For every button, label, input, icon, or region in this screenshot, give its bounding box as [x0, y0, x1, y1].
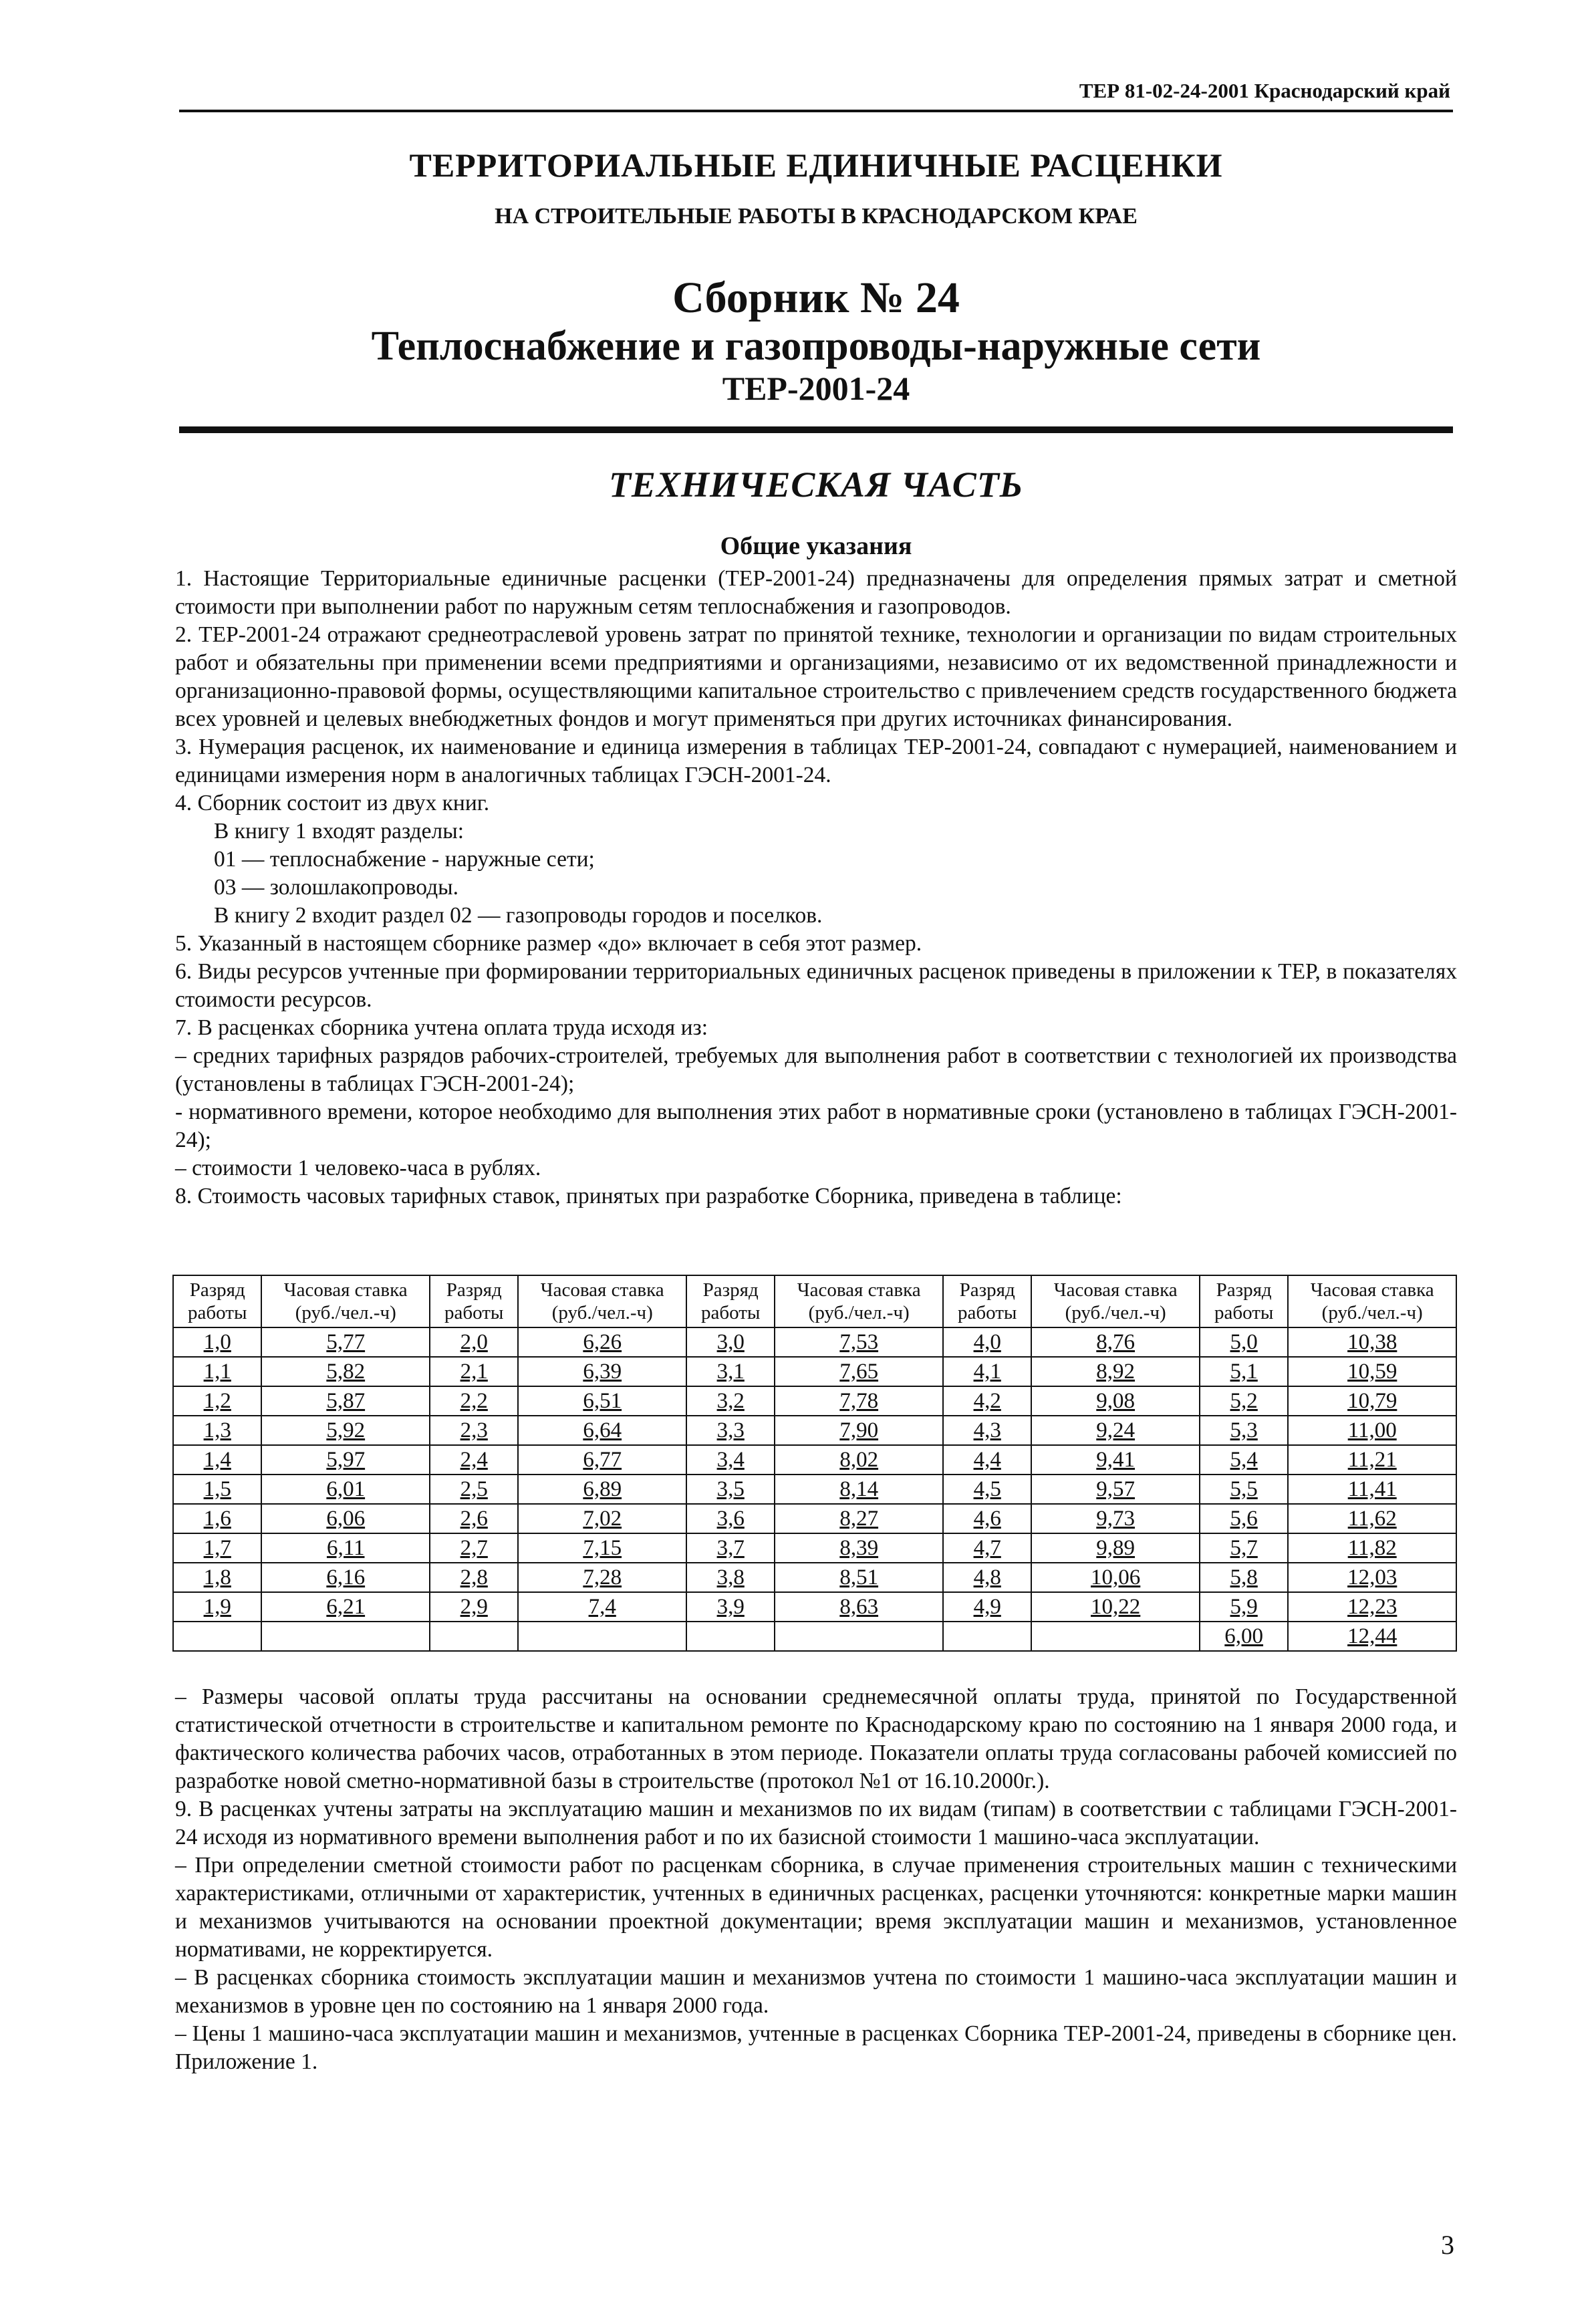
collection-title: Сборник № 24 [672, 273, 960, 322]
column-header-rate: Часовая ставка (руб./чел.-ч) [518, 1275, 686, 1327]
column-header-rate: Часовая ставка (руб./чел.-ч) [261, 1275, 430, 1327]
rank-cell [173, 1622, 261, 1651]
rate-cell: 8,39 [775, 1533, 943, 1563]
rate-cell: 7,15 [518, 1533, 686, 1563]
rank-cell: 1,6 [173, 1504, 261, 1533]
rate-cell [1031, 1622, 1200, 1651]
rank-cell: 2,3 [430, 1416, 518, 1445]
rank-cell: 1,7 [173, 1533, 261, 1563]
general-instructions-text [175, 565, 1457, 1210]
rank-cell: 1,9 [173, 1592, 261, 1622]
rank-cell: 3,2 [686, 1386, 775, 1416]
rate-cell: 6,77 [518, 1445, 686, 1475]
rank-cell: 4,7 [943, 1533, 1031, 1563]
table-body [173, 1327, 1456, 1651]
rank-cell: 1,3 [173, 1416, 261, 1445]
rank-cell: 5,0 [1200, 1327, 1288, 1357]
paragraph: 6. Виды ресурсов учтенные при формировании территориальных единичных расценок приведены в приложении к ТЕР, в показателях стоимости ресурсов. [175, 959, 1457, 1012]
rank-cell: 5,3 [1200, 1416, 1288, 1445]
paragraph: 4. Сборник состоит из двух книг. [175, 791, 490, 815]
paragraph: – Размеры часовой оплаты труда рассчитаны на основании среднемесячной оплаты труда, принятой по Государственной статистической отчетности в строительстве и капитальном ремонте по Краснодарскому краю по состоянию на 1 января 2000 года, и фактического количества рабочих часов, отработанных в этом периоде. Показатели оплаты труда согласованы рабочей комиссией по разработке новой сметно-нормативной базы в строительстве (протокол №1 от 16.10.2000г.). [175, 1684, 1457, 1793]
rate-cell: 10,79 [1288, 1386, 1456, 1416]
rank-cell: 2,1 [430, 1357, 518, 1386]
paragraph: – стоимости 1 человеко-часа в рублях. [175, 1156, 541, 1180]
table-row [173, 1622, 1456, 1651]
rate-cell: 9,08 [1031, 1386, 1200, 1416]
rank-cell: 2,5 [430, 1475, 518, 1504]
rank-cell: 2,8 [430, 1563, 518, 1592]
rank-cell: 3,5 [686, 1475, 775, 1504]
rate-cell: 6,21 [261, 1592, 430, 1622]
rank-cell: 3,1 [686, 1357, 775, 1386]
title-divider [179, 426, 1453, 433]
rank-cell: 1,2 [173, 1386, 261, 1416]
rate-cell: 5,97 [261, 1445, 430, 1475]
rank-cell: 2,4 [430, 1445, 518, 1475]
table-row [173, 1386, 1456, 1416]
rank-cell: 5,9 [1200, 1592, 1288, 1622]
paragraph: 5. Указанный в настоящем сборнике размер «до» включает в себя этот размер. [175, 931, 922, 956]
column-header-rate: Часовая ставка (руб./чел.-ч) [1031, 1275, 1200, 1327]
rank-cell: 1,1 [173, 1357, 261, 1386]
paragraph: 7. В расценках сборника учтена оплата труда исходя из: [175, 1015, 708, 1040]
rate-cell: 8,92 [1031, 1357, 1200, 1386]
machine-costs-text [175, 1683, 1457, 2076]
rank-cell: 2,2 [430, 1386, 518, 1416]
rate-cell: 11,82 [1288, 1533, 1456, 1563]
rate-cell: 5,92 [261, 1416, 430, 1445]
column-header-rank: Разряд работы [173, 1275, 261, 1327]
rank-cell: 2,6 [430, 1504, 518, 1533]
rank-cell: 5,2 [1200, 1386, 1288, 1416]
rate-cell: 6,01 [261, 1475, 430, 1504]
rate-cell: 11,21 [1288, 1445, 1456, 1475]
table-row [173, 1533, 1456, 1563]
rate-cell: 6,39 [518, 1357, 686, 1386]
rank-cell [430, 1622, 518, 1651]
tariff-rates-table [172, 1275, 1457, 1652]
rate-cell: 11,62 [1288, 1504, 1456, 1533]
collection-code: ТЕР-2001-24 [722, 370, 910, 407]
rank-cell: 1,8 [173, 1563, 261, 1592]
rate-cell: 12,03 [1288, 1563, 1456, 1592]
rate-cell: 8,63 [775, 1592, 943, 1622]
rate-cell [518, 1622, 686, 1651]
column-header-rank: Разряд работы [686, 1275, 775, 1327]
paragraph: – При определении сметной стоимости работ по расценкам сборника, в случае применения строительных машин с техническими характеристиками, отличными от характеристик, учтенных в единичных расценках, расценки уточняются: конкретные марки машин и механизмов учитываются на основании проектной документации; время эксплуатации машин и механизмов, установленное нормативами, не корректируется. [175, 1853, 1457, 1962]
rank-cell: 4,6 [943, 1504, 1031, 1533]
rank-cell: 4,4 [943, 1445, 1031, 1475]
paragraph: - нормативного времени, которое необходимо для выполнения этих работ в нормативные сроки (установлено в таблицах ГЭСН-2001-24); [175, 1100, 1457, 1152]
rate-cell: 12,44 [1288, 1622, 1456, 1651]
table-row [173, 1475, 1456, 1504]
rate-cell: 7,02 [518, 1504, 686, 1533]
paragraph: – В расценках сборника стоимость эксплуатации машин и механизмов учтена по стоимости 1 машино-часа эксплуатации машин и механизмов в уровне цен по состоянию на 1 января 2000 года. [175, 1965, 1457, 2018]
page-number: 3 [1441, 2230, 1454, 2260]
column-header-rate: Часовая ставка (руб./чел.-ч) [775, 1275, 943, 1327]
paragraph: 1. Настоящие Территориальные единичные расценки (ТЕР-2001-24) предназначены для определения прямых затрат и сметной стоимости при выполнении работ по наружным сетям теплоснабжения и газопроводов. [175, 566, 1457, 619]
rank-cell: 1,0 [173, 1327, 261, 1357]
rate-cell: 5,82 [261, 1357, 430, 1386]
rank-cell: 5,1 [1200, 1357, 1288, 1386]
rate-cell: 6,06 [261, 1504, 430, 1533]
rate-cell: 6,16 [261, 1563, 430, 1592]
rank-cell: 2,0 [430, 1327, 518, 1357]
rank-cell: 4,2 [943, 1386, 1031, 1416]
rank-cell: 5,6 [1200, 1504, 1288, 1533]
column-header-rate: Часовая ставка (руб./чел.-ч) [1288, 1275, 1456, 1327]
paragraph: 2. ТЕР-2001-24 отражают среднеотраслевой уровень затрат по принятой технике, технологии и организации по видам строительных работ и обязательны при применении всеми предприятиями и организациями, независимо от их ведомственной принадлежности и организационно-правовой формы, осуществляющими капитальное строительство с привлечением средств государственного бюджета всех уровней и целевых внебюджетных фондов и могут применяться при других источниках финансирования. [175, 622, 1457, 731]
rate-cell: 8,02 [775, 1445, 943, 1475]
rank-cell: 5,7 [1200, 1533, 1288, 1563]
paragraph: 01 — теплоснабжение - наружные сети; [214, 847, 595, 872]
table-row [173, 1357, 1456, 1386]
rank-cell: 3,3 [686, 1416, 775, 1445]
rate-cell: 9,24 [1031, 1416, 1200, 1445]
document-subtitle: НА СТРОИТЕЛЬНЫЕ РАБОТЫ В КРАСНОДАРСКОМ КРАЕ [495, 204, 1138, 229]
rank-cell: 1,5 [173, 1475, 261, 1504]
rank-cell: 6,00 [1200, 1622, 1288, 1651]
paragraph: – средних тарифных разрядов рабочих-строителей, требуемых для выполнения работ в соответствии с технологией их производства (установлены в таблицах ГЭСН-2001-24); [175, 1043, 1457, 1096]
document-title: ТЕРРИТОРИАЛЬНЫЕ ЕДИНИЧНЫЕ РАСЦЕНКИ [409, 146, 1223, 184]
paragraph: В книгу 1 входят разделы: [214, 819, 464, 844]
rank-cell: 4,5 [943, 1475, 1031, 1504]
rate-cell: 10,59 [1288, 1357, 1456, 1386]
paragraph: 03 — золошлакопроводы. [214, 875, 458, 900]
collection-subject: Теплоснабжение и газопроводы-наружные сети [371, 324, 1261, 369]
rate-cell [775, 1622, 943, 1651]
column-header-rank: Разряд работы [1200, 1275, 1288, 1327]
rate-cell: 9,57 [1031, 1475, 1200, 1504]
table-row [173, 1445, 1456, 1475]
rate-cell: 11,00 [1288, 1416, 1456, 1445]
rank-cell: 4,3 [943, 1416, 1031, 1445]
rank-cell: 4,9 [943, 1592, 1031, 1622]
rank-cell: 2,7 [430, 1533, 518, 1563]
running-head: ТЕР 81-02-24-2001 Краснодарский край [1079, 79, 1450, 102]
rank-cell: 4,0 [943, 1327, 1031, 1357]
subsection-heading: Общие указания [720, 532, 912, 560]
rank-cell: 1,4 [173, 1445, 261, 1475]
rank-cell: 5,4 [1200, 1445, 1288, 1475]
rank-cell [943, 1622, 1031, 1651]
rate-cell: 6,64 [518, 1416, 686, 1445]
rank-cell: 4,8 [943, 1563, 1031, 1592]
rate-cell: 5,77 [261, 1327, 430, 1357]
rate-cell: 5,87 [261, 1386, 430, 1416]
rate-cell: 12,23 [1288, 1592, 1456, 1622]
table-row [173, 1504, 1456, 1533]
rate-cell: 9,89 [1031, 1533, 1200, 1563]
rate-cell: 6,89 [518, 1475, 686, 1504]
rank-cell: 3,8 [686, 1563, 775, 1592]
header-rule [179, 110, 1453, 112]
rate-cell: 10,38 [1288, 1327, 1456, 1357]
rate-cell: 8,14 [775, 1475, 943, 1504]
paragraph: – Цены 1 машино-часа эксплуатации машин и механизмов, учтенные в расценках Сборника ТЕР-2001-24, приведены в сборнике цен. Приложение 1. [175, 2021, 1457, 2074]
rank-cell: 4,1 [943, 1357, 1031, 1386]
rate-cell: 11,41 [1288, 1475, 1456, 1504]
rate-cell: 7,78 [775, 1386, 943, 1416]
rank-cell: 3,7 [686, 1533, 775, 1563]
paragraph: 8. Стоимость часовых тарифных ставок, принятых при разработке Сборника, приведена в таблице: [175, 1184, 1122, 1208]
rate-cell: 8,51 [775, 1563, 943, 1592]
rate-cell: 6,11 [261, 1533, 430, 1563]
column-header-rank: Разряд работы [943, 1275, 1031, 1327]
paragraph: 3. Нумерация расценок, их наименование и единица измерения в таблицах ТЕР-2001-24, совпадают с нумерацией, наименованием и единицами измерения норм в аналогичных таблицах ГЭСН-2001-24. [175, 735, 1457, 787]
rank-cell: 3,6 [686, 1504, 775, 1533]
rate-cell: 7,28 [518, 1563, 686, 1592]
rate-cell: 7,90 [775, 1416, 943, 1445]
rate-cell: 9,41 [1031, 1445, 1200, 1475]
table-row [173, 1592, 1456, 1622]
rank-cell [686, 1622, 775, 1651]
rank-cell: 2,9 [430, 1592, 518, 1622]
rate-cell: 8,27 [775, 1504, 943, 1533]
table-row [173, 1416, 1456, 1445]
rank-cell: 5,8 [1200, 1563, 1288, 1592]
table-row [173, 1327, 1456, 1357]
rate-cell [261, 1622, 430, 1651]
table-row [173, 1563, 1456, 1592]
paragraph: В книгу 2 входит раздел 02 — газопроводы городов и поселков. [214, 903, 823, 928]
rate-cell: 10,06 [1031, 1563, 1200, 1592]
rate-cell: 9,73 [1031, 1504, 1200, 1533]
rate-cell: 10,22 [1031, 1592, 1200, 1622]
section-heading: ТЕХНИЧЕСКАЯ ЧАСТЬ [608, 465, 1024, 505]
rank-cell: 3,9 [686, 1592, 775, 1622]
rate-cell: 7,65 [775, 1357, 943, 1386]
table-header-row [173, 1275, 1456, 1327]
rate-cell: 8,76 [1031, 1327, 1200, 1357]
rank-cell: 3,0 [686, 1327, 775, 1357]
rate-cell: 6,51 [518, 1386, 686, 1416]
rank-cell: 5,5 [1200, 1475, 1288, 1504]
rate-cell: 7,53 [775, 1327, 943, 1357]
rank-cell: 3,4 [686, 1445, 775, 1475]
column-header-rank: Разряд работы [430, 1275, 518, 1327]
rate-cell: 6,26 [518, 1327, 686, 1357]
rate-cell: 7,4 [518, 1592, 686, 1622]
paragraph: 9. В расценках учтены затраты на эксплуатацию машин и механизмов по их видам (типам) в соответствии с таблицами ГЭСН-2001-24 исходя из нормативного времени выполнения работ и по их базисной стоимости 1 машино-часа эксплуатации. [175, 1797, 1457, 1849]
